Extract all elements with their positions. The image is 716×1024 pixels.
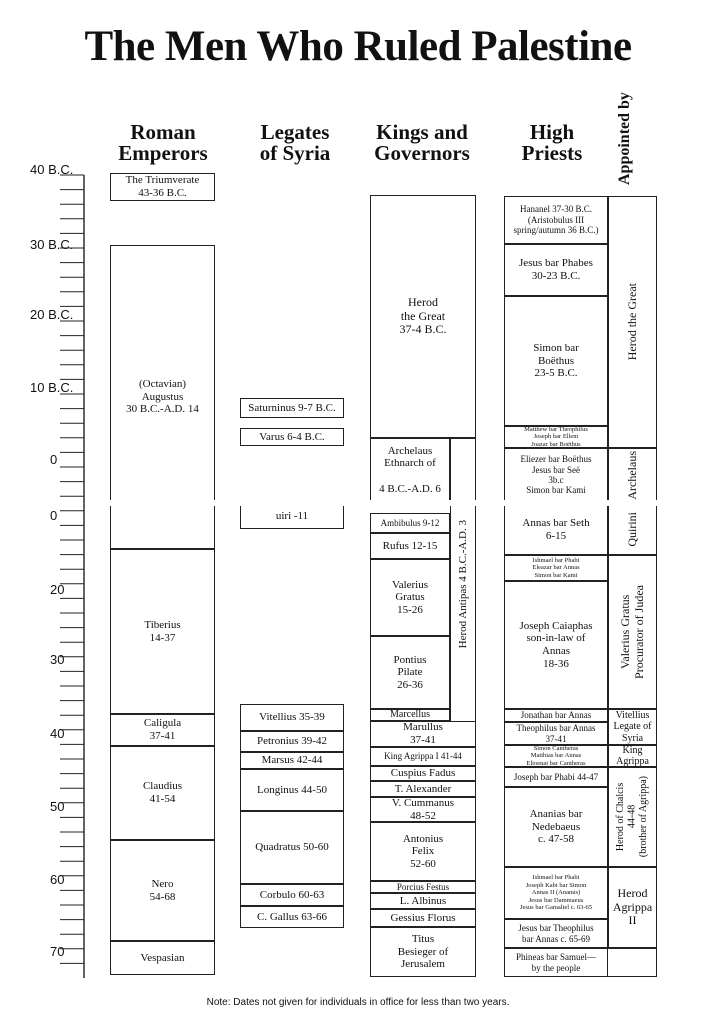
- priest-jesus-bar-theophilus: Jesus bar Theophilus bar Annas c. 65-69: [504, 919, 608, 948]
- emperor-vespasian: Vespasian: [110, 941, 215, 975]
- king-herod-antipas: Herod Antipas 4 B.C.-A.D. 3: [450, 438, 476, 730]
- priest-group-eliezer: Eliezer bar Boëthus Jesus bar Seë 3b.c Simon bar Kami: [504, 448, 608, 502]
- governor-t-alexander: T. Alexander: [370, 781, 476, 797]
- appointer-herod-agrippa-ii: Herod Agrippa II: [608, 867, 657, 948]
- priest-hananel: Hananel 37-30 B.C. (Aristobulus III spring/autumn 36 B.C.): [504, 196, 608, 244]
- governor-porcius-festus: Porcius Festus: [370, 881, 476, 893]
- header-priests: High Priests: [521, 120, 583, 165]
- chart-break: [100, 500, 670, 506]
- appointer-herod-of-chalcis: Herod of Chalcis 44-48 (brother of Agrippa): [608, 767, 657, 867]
- priest-phineas-bar-samuel: Phineas bar Samuel— by the people: [504, 948, 608, 977]
- axis-label: 40 B.C.: [30, 162, 74, 177]
- axis-label: 30: [50, 652, 65, 667]
- page-title: The Men Who Ruled Palestine: [84, 23, 632, 70]
- axis-label: 40: [50, 726, 65, 741]
- appointer-blank: [608, 948, 657, 977]
- emperor-nero: Nero 54-68: [110, 840, 215, 941]
- governor-marullus: Marullus 37-41: [370, 721, 476, 747]
- governor-cuspius-fadus: Cuspius Fadus: [370, 766, 476, 781]
- appointer-vitellius: Vitellius Legate of Syria: [608, 709, 657, 745]
- priest-group-simon-cantheras: Simon Cantheras Matthias bar Annas Elioenai bar Cantheras: [504, 745, 608, 767]
- header-appointed-by: Appointed by: [616, 92, 633, 186]
- governor-gessius-florus: Gessius Florus: [370, 909, 476, 927]
- appointer-archelaus: Archelaus: [608, 448, 657, 502]
- legate-quadratus: Quadratus 50-60: [240, 811, 344, 884]
- header-legates: Legates of Syria: [259, 120, 331, 165]
- governor-v-cummanus: V. Cummanus 48-52: [370, 797, 476, 822]
- header-kings: Kings and Governors: [374, 120, 470, 165]
- king-agrippa-i: King Agrippa I 41-44: [370, 747, 476, 766]
- legate-gallus: C. Gallus 63-66: [240, 906, 344, 928]
- legate-varus: Varus 6-4 B.C.: [240, 428, 344, 446]
- priest-annas-bar-seth: Annas bar Seth 6-15: [504, 505, 608, 555]
- axis-label: 20 B.C.: [30, 307, 74, 322]
- governor-marcellus: Marcellus: [370, 709, 450, 721]
- legate-quirinius: uiri -11: [240, 505, 344, 529]
- axis-label: 30 B.C.: [30, 237, 74, 252]
- legate-marsus: Marsus 42-44: [240, 752, 344, 769]
- legate-petronius: Petronius 39-42: [240, 731, 344, 752]
- axis-label: 70: [50, 944, 65, 959]
- priest-ananias-bar-nedebaeus: Ananias bar Nedebaeus c. 47-58: [504, 787, 608, 867]
- legate-corbulo: Corbulo 60-63: [240, 884, 344, 906]
- legate-saturninus: Saturninus 9-7 B.C.: [240, 398, 344, 418]
- governor-l-albinus: L. Albinus: [370, 893, 476, 909]
- appointer-valerius-gratus: Valerius Gratus Procurator of Judea: [608, 555, 657, 709]
- governor-rufus: Rufus 12-15: [370, 533, 450, 559]
- governor-valerius-gratus: Valerius Gratus 15-26: [370, 559, 450, 636]
- governor-titus: Titus Besieger of Jerusalem: [370, 927, 476, 977]
- footnote: Note: Dates not given for individuals in office for less than two years.: [206, 997, 510, 1008]
- priest-jesus-bar-phabes: Jesus bar Phabes 30-23 B.C.: [504, 244, 608, 296]
- priest-group-ishmael: Ishmael bar Phabi Eleazar bar Annas Simon bar Kami: [504, 555, 608, 581]
- appointer-king-agrippa: King Agrippa: [608, 745, 657, 767]
- priest-simon-bar-boethus: Simon bar Boëthus 23-5 B.C.: [504, 296, 608, 426]
- emperor-triumverate: The Triumverate 43-36 B.C.: [110, 173, 215, 201]
- king-archelaus: Archelaus Ethnarch of 4 B.C.-A.D. 6: [370, 438, 450, 502]
- priest-jonathan-bar-annas: Jonathan bar Annas: [504, 709, 608, 722]
- axis-label: 50: [50, 799, 65, 814]
- axis-label: 0: [50, 452, 58, 467]
- appointer-herod-the-great: Herod the Great: [608, 196, 657, 448]
- priest-group-matthew: Matthew bar Theophilus Joseph bar Ellem Joazar bar Boëthus: [504, 426, 608, 448]
- priest-joseph-caiaphas: Joseph Caiaphas son-in-law of Annas 18-36: [504, 581, 608, 709]
- axis-label: 0: [50, 508, 58, 523]
- emperor-claudius: Claudius 41-54: [110, 746, 215, 840]
- appointer-quirini: Quirini: [608, 505, 657, 555]
- emperor-augustus: (Octavian) Augustus 30 B.C.-A.D. 14: [110, 245, 215, 549]
- axis-label: 60: [50, 872, 65, 887]
- axis-label: 10 B.C.: [30, 380, 74, 395]
- axis-label: 20: [50, 582, 65, 597]
- legate-longinus: Longinus 44-50: [240, 769, 344, 811]
- emperor-tiberius: Tiberius 14-37: [110, 549, 215, 714]
- governor-antonius-felix: Antonius Felix 52-60: [370, 822, 476, 881]
- legate-vitellius: Vitellius 35-39: [240, 704, 344, 731]
- emperor-caligula: Caligula 37-41: [110, 714, 215, 746]
- header-emperors: Roman Emperors: [118, 120, 208, 165]
- priest-joseph-bar-phabi: Joseph bar Phabi 44-47: [504, 767, 608, 787]
- king-herod-the-great: Herod the Great 37-4 B.C.: [370, 195, 476, 438]
- governor-pontius-pilate: Pontius Pilate 26-36: [370, 636, 450, 709]
- priest-group-ishmael-ii: Ishmael bar Phabi Joseph Kabi bar Simon Annas II (Ananus) Jesus bar Dammaeus Jesus bar Gamaliel c. 63-65: [504, 867, 608, 919]
- governor-ambibulus: Ambibulus 9-12: [370, 513, 450, 533]
- priest-theophilus-bar-annas: Theophilus bar Annas 37-41: [504, 722, 608, 745]
